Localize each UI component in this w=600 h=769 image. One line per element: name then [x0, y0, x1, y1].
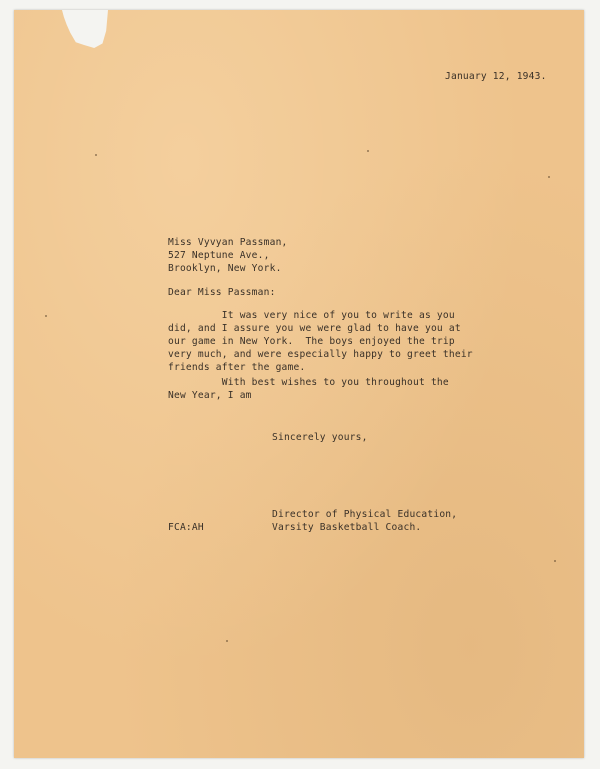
body-line: very much, and were especially happy to greet their: [168, 349, 473, 360]
paper-speck: [45, 315, 47, 317]
reference-initials: FCA:AH: [168, 522, 204, 533]
body-line: With best wishes to you throughout the: [168, 377, 449, 388]
paper-speck: [226, 640, 228, 642]
paper-speck: [367, 150, 369, 152]
recipient-street: 527 Neptune Ave.,: [168, 250, 270, 261]
salutation: Dear Miss Passman:: [168, 287, 276, 298]
paper-speck: [554, 560, 556, 562]
closing: Sincerely yours,: [272, 432, 368, 443]
body-line: New Year, I am: [168, 390, 252, 401]
body-line: It was very nice of you to write as you: [168, 310, 455, 321]
recipient-name: Miss Vyvyan Passman,: [168, 237, 288, 248]
signature-title-line: Director of Physical Education,: [272, 509, 458, 520]
body-line: did, and I assure you we were glad to have you at: [168, 323, 461, 334]
paper-speck: [548, 176, 550, 178]
body-line: our game in New York. The boys enjoyed the trip: [168, 336, 455, 347]
signature-title-line: Varsity Basketball Coach.: [272, 522, 422, 533]
letter-date: January 12, 1943.: [445, 71, 547, 82]
recipient-city: Brooklyn, New York.: [168, 263, 282, 274]
body-line: friends after the game.: [168, 362, 306, 373]
paper-speck: [95, 154, 97, 156]
